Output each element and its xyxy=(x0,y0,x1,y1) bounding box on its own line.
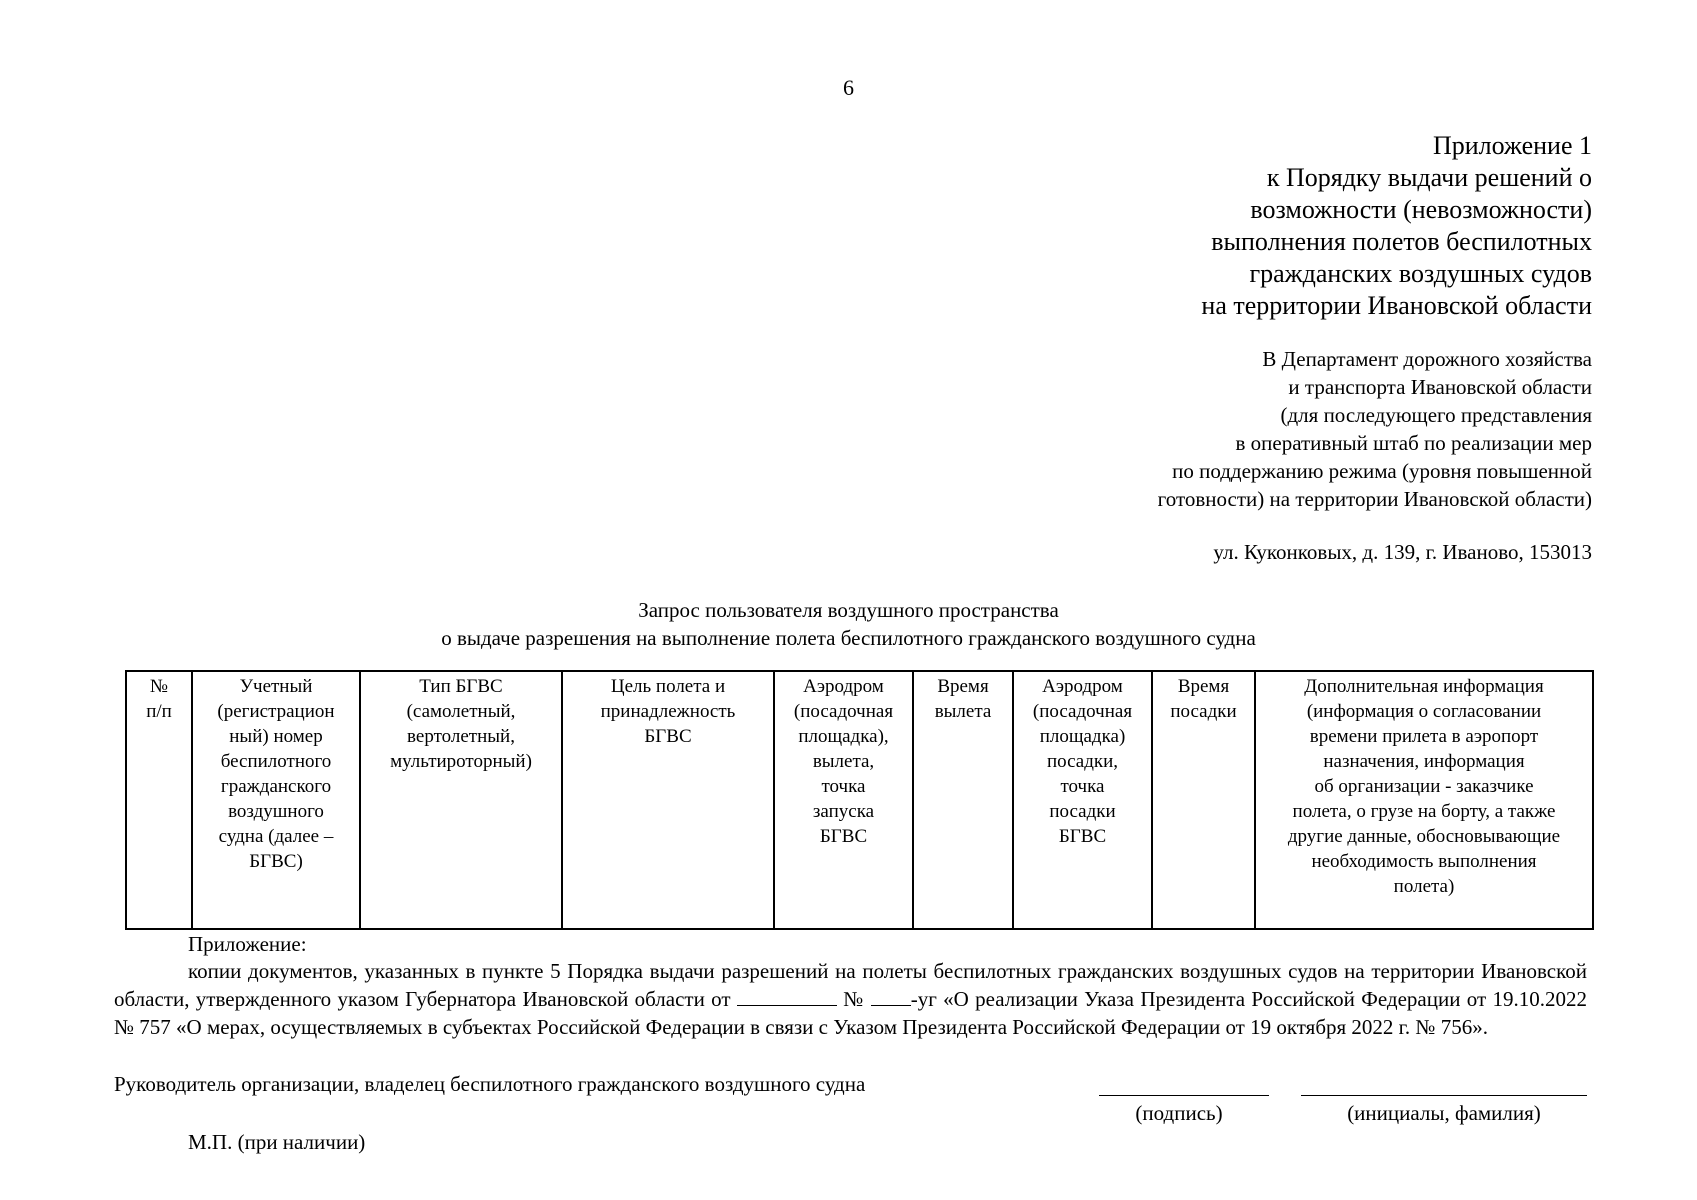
title-line-1: Запрос пользователя воздушного пространства xyxy=(638,598,1059,622)
attachment-text-part: -уг «О реализации Указа Президента Российской Федерации от 19.10.2022 № 757 «О мерах, осуществляемых в субъектах Российской Федерации в связи с Указом Президента Российской Федерации от 19 октября 2022 г. № 756». xyxy=(114,987,1588,1039)
date-blank xyxy=(737,987,837,1006)
col-departure-time: Время вылета xyxy=(913,671,1013,929)
request-table xyxy=(125,670,1594,930)
appendix-header xyxy=(1201,130,1592,322)
signature-line xyxy=(1099,1095,1269,1096)
col-landing-aerodrome: Аэродром (посадочная площадка) посадки, точка посадки БГВС xyxy=(1013,671,1152,929)
col-flight-purpose: Цель полета и принадлежность БГВС xyxy=(562,671,774,929)
stamp-label: М.П. (при наличии) xyxy=(188,1130,366,1154)
attachment-text-part: копии документов, указанных в пункте 5 Порядка выдачи разрешений на полеты беспилотных гражданских воздушных судов на территории Ивановской области, утвержденного указом Губернатора Ивановской области от xyxy=(114,959,1587,1011)
page-number: 6 xyxy=(843,75,854,100)
document-title xyxy=(0,596,1697,652)
title-line-2: о выдаче разрешения на выполнение полета беспилотного гражданского воздушного судна xyxy=(441,626,1256,650)
col-registration-number: Учетный (регистрацион ный) номер беспилотного гражданского воздушного судна (далее – БГВС) xyxy=(192,671,360,929)
appendix-line: возможности (невозможности) xyxy=(1250,195,1592,224)
addressee-line: готовности) на территории Ивановской области) xyxy=(1157,487,1592,511)
addressee-line: в оперативный штаб по реализации мер xyxy=(1235,431,1592,455)
col-departure-aerodrome: Аэродром (посадочная площадка), вылета, точка запуска БГВС xyxy=(774,671,913,929)
appendix-line: выполнения полетов беспилотных xyxy=(1211,227,1592,256)
addressee-line: В Департамент дорожного хозяйства xyxy=(1262,347,1592,371)
col-additional-info: Дополнительная информация (информация о согласовании времени прилета в аэропорт назначения, информация об организации - заказчике полета, о грузе на борту, а также другие данные, обосновывающие необходимость выполнения полета) xyxy=(1255,671,1593,929)
addressee-line: и транспорта Ивановской области xyxy=(1288,375,1592,399)
head-of-organization: Руководитель организации, владелец беспилотного гражданского воздушного судна xyxy=(114,1072,866,1096)
addressee-line: (для последующего представления xyxy=(1280,403,1592,427)
table-header-row xyxy=(126,671,1593,929)
addressee-address: ул. Куконковых, д. 139, г. Иваново, 153013 xyxy=(1213,540,1592,564)
number-blank xyxy=(871,987,911,1006)
attachment-text xyxy=(114,957,1587,1041)
appendix-line: гражданских воздушных судов xyxy=(1249,259,1592,288)
attachment-label: Приложение: xyxy=(188,932,307,956)
col-landing-time: Время посадки xyxy=(1152,671,1255,929)
col-number: № п/п xyxy=(126,671,192,929)
appendix-line: к Порядку выдачи решений о xyxy=(1266,163,1592,192)
attachment-number-sign: № xyxy=(843,987,865,1011)
signature-label: (подпись) xyxy=(1135,1101,1223,1125)
addressee-line: по поддержанию режима (уровня повышенной xyxy=(1172,459,1592,483)
name-line xyxy=(1301,1095,1587,1096)
name-label: (инициалы, фамилия) xyxy=(1347,1101,1541,1125)
appendix-line: Приложение 1 xyxy=(1432,131,1592,160)
addressee-block xyxy=(1158,345,1592,513)
appendix-line: на территории Ивановской области xyxy=(1201,291,1592,320)
col-uav-type: Тип БГВС (самолетный, вертолетный, мультироторный) xyxy=(360,671,562,929)
